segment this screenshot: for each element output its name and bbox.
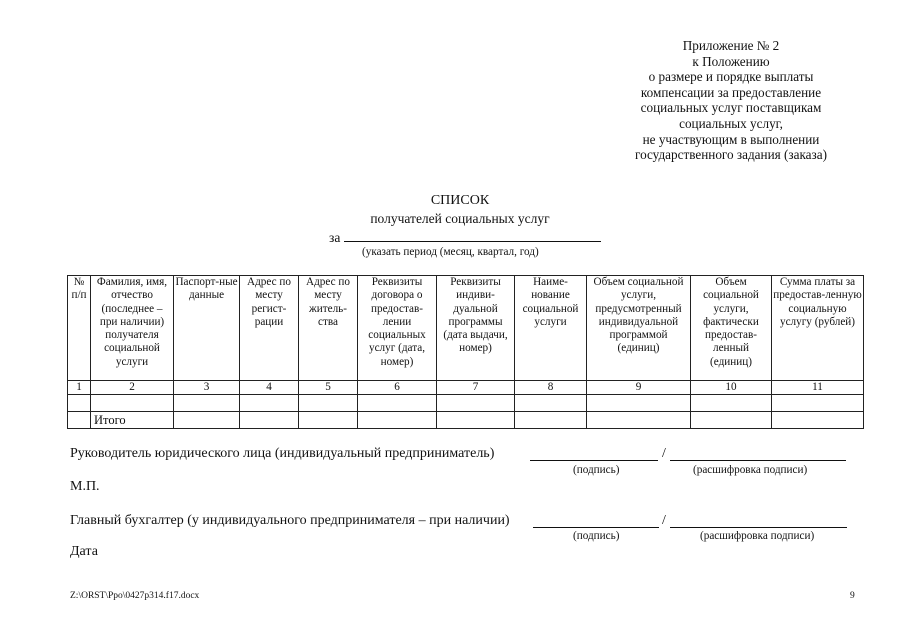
column-number: 9 — [587, 381, 691, 395]
period-input-line[interactable] — [344, 229, 601, 242]
column-header: Сумма платы за предостав-ленную социальную услугу (рублей) — [772, 276, 864, 381]
recipients-table — [67, 275, 864, 429]
accountant-decode-line[interactable] — [670, 527, 847, 528]
appendix-line: не участвующим в выполнении — [642, 131, 820, 147]
column-number: 3 — [174, 381, 240, 395]
appendix-line: Приложение № 2 — [682, 38, 780, 53]
slash-separator: / — [662, 446, 666, 461]
document-subtitle: получателей социальных услуг — [370, 211, 550, 226]
column-number-row — [68, 381, 864, 395]
column-number: 2 — [91, 381, 174, 395]
appendix-line: государственного задания (заказа) — [635, 147, 827, 163]
column-header: Реквизиты договора о предостав-лении социальных услуг (дата, номер) — [358, 276, 437, 381]
table-header-row — [68, 276, 864, 381]
accountant-signature-line[interactable] — [533, 527, 659, 528]
signature-hint: (подпись) — [573, 464, 620, 476]
table-cell[interactable] — [358, 412, 437, 429]
decode-hint: (расшифровка подписи) — [693, 464, 808, 476]
table-row — [68, 395, 864, 412]
document-title: СПИСОК — [430, 193, 490, 208]
table-cell[interactable] — [174, 395, 240, 412]
table-cell[interactable] — [437, 412, 515, 429]
column-header: Объем социальной услуги, предусмотренный индивидуальной программой (единиц) — [587, 276, 691, 381]
table-cell[interactable] — [772, 395, 864, 412]
column-header: Реквизиты индиви-дуальной программы (дата выдачи, номер) — [437, 276, 515, 381]
appendix-line: к Положению — [692, 53, 770, 69]
table-cell[interactable] — [515, 395, 587, 412]
head-signature-label: Руководитель юридического лица (индивидуальный предприниматель) — [70, 446, 495, 461]
accountant-signature-label: Главный бухгалтер (у индивидуального предпринимателя – при наличии) — [70, 513, 510, 528]
column-header: Наиме-нование социальной услуги — [515, 276, 587, 381]
table-cell[interactable] — [691, 412, 772, 429]
column-number: 6 — [358, 381, 437, 395]
table-cell[interactable] — [68, 395, 91, 412]
table-cell[interactable] — [437, 395, 515, 412]
table-cell[interactable] — [68, 412, 91, 429]
column-number: 1 — [68, 381, 91, 395]
appendix-line: о размере и порядке выплаты — [648, 69, 814, 85]
column-header: Фамилия, имя, отчество (последнее – при наличии) получателя социальной услуги — [91, 276, 174, 381]
total-row — [68, 412, 864, 429]
appendix-block — [600, 38, 862, 163]
stamp-label: М.П. — [70, 479, 100, 494]
column-number: 4 — [240, 381, 299, 395]
appendix-line: социальных услуг, — [679, 115, 783, 131]
table-cell[interactable] — [299, 395, 358, 412]
table-cell[interactable] — [299, 412, 358, 429]
column-header: Адрес по месту регист-рации — [240, 276, 299, 381]
date-label: Дата — [70, 544, 98, 559]
table-cell[interactable] — [691, 395, 772, 412]
column-header: № п/п — [68, 276, 91, 381]
period-hint: (указать период (месяц, квартал, год) — [362, 246, 539, 258]
period-prefix: за — [329, 230, 341, 245]
table-cell[interactable] — [240, 412, 299, 429]
column-number: 8 — [515, 381, 587, 395]
table-cell[interactable] — [772, 412, 864, 429]
column-number: 5 — [299, 381, 358, 395]
page-number: 9 — [850, 591, 855, 601]
signature-hint: (подпись) — [573, 530, 620, 542]
column-number: 7 — [437, 381, 515, 395]
file-path: Z:\ORST\Ppo\0427p314.f17.docx — [70, 591, 200, 601]
head-signature-line[interactable] — [530, 460, 658, 461]
slash-separator: / — [662, 513, 666, 528]
table-cell[interactable] — [515, 412, 587, 429]
column-number: 11 — [772, 381, 864, 395]
column-number: 10 — [691, 381, 772, 395]
table-cell[interactable] — [240, 395, 299, 412]
table-cell[interactable] — [587, 395, 691, 412]
table-cell[interactable] — [358, 395, 437, 412]
table-cell[interactable] — [174, 412, 240, 429]
column-header: Объем социальной услуги, фактически предостав-ленный (единиц) — [691, 276, 772, 381]
head-decode-line[interactable] — [670, 460, 846, 461]
appendix-line: социальных услуг поставщикам — [640, 100, 822, 116]
decode-hint: (расшифровка подписи) — [700, 530, 815, 542]
appendix-line: компенсации за предоставление — [640, 84, 822, 100]
table-cell[interactable] — [587, 412, 691, 429]
column-header: Адрес по месту житель-ства — [299, 276, 358, 381]
total-label: Итого — [91, 412, 174, 429]
table-cell[interactable] — [91, 395, 174, 412]
column-header: Паспорт-ные данные — [174, 276, 240, 381]
period-field — [329, 229, 601, 246]
